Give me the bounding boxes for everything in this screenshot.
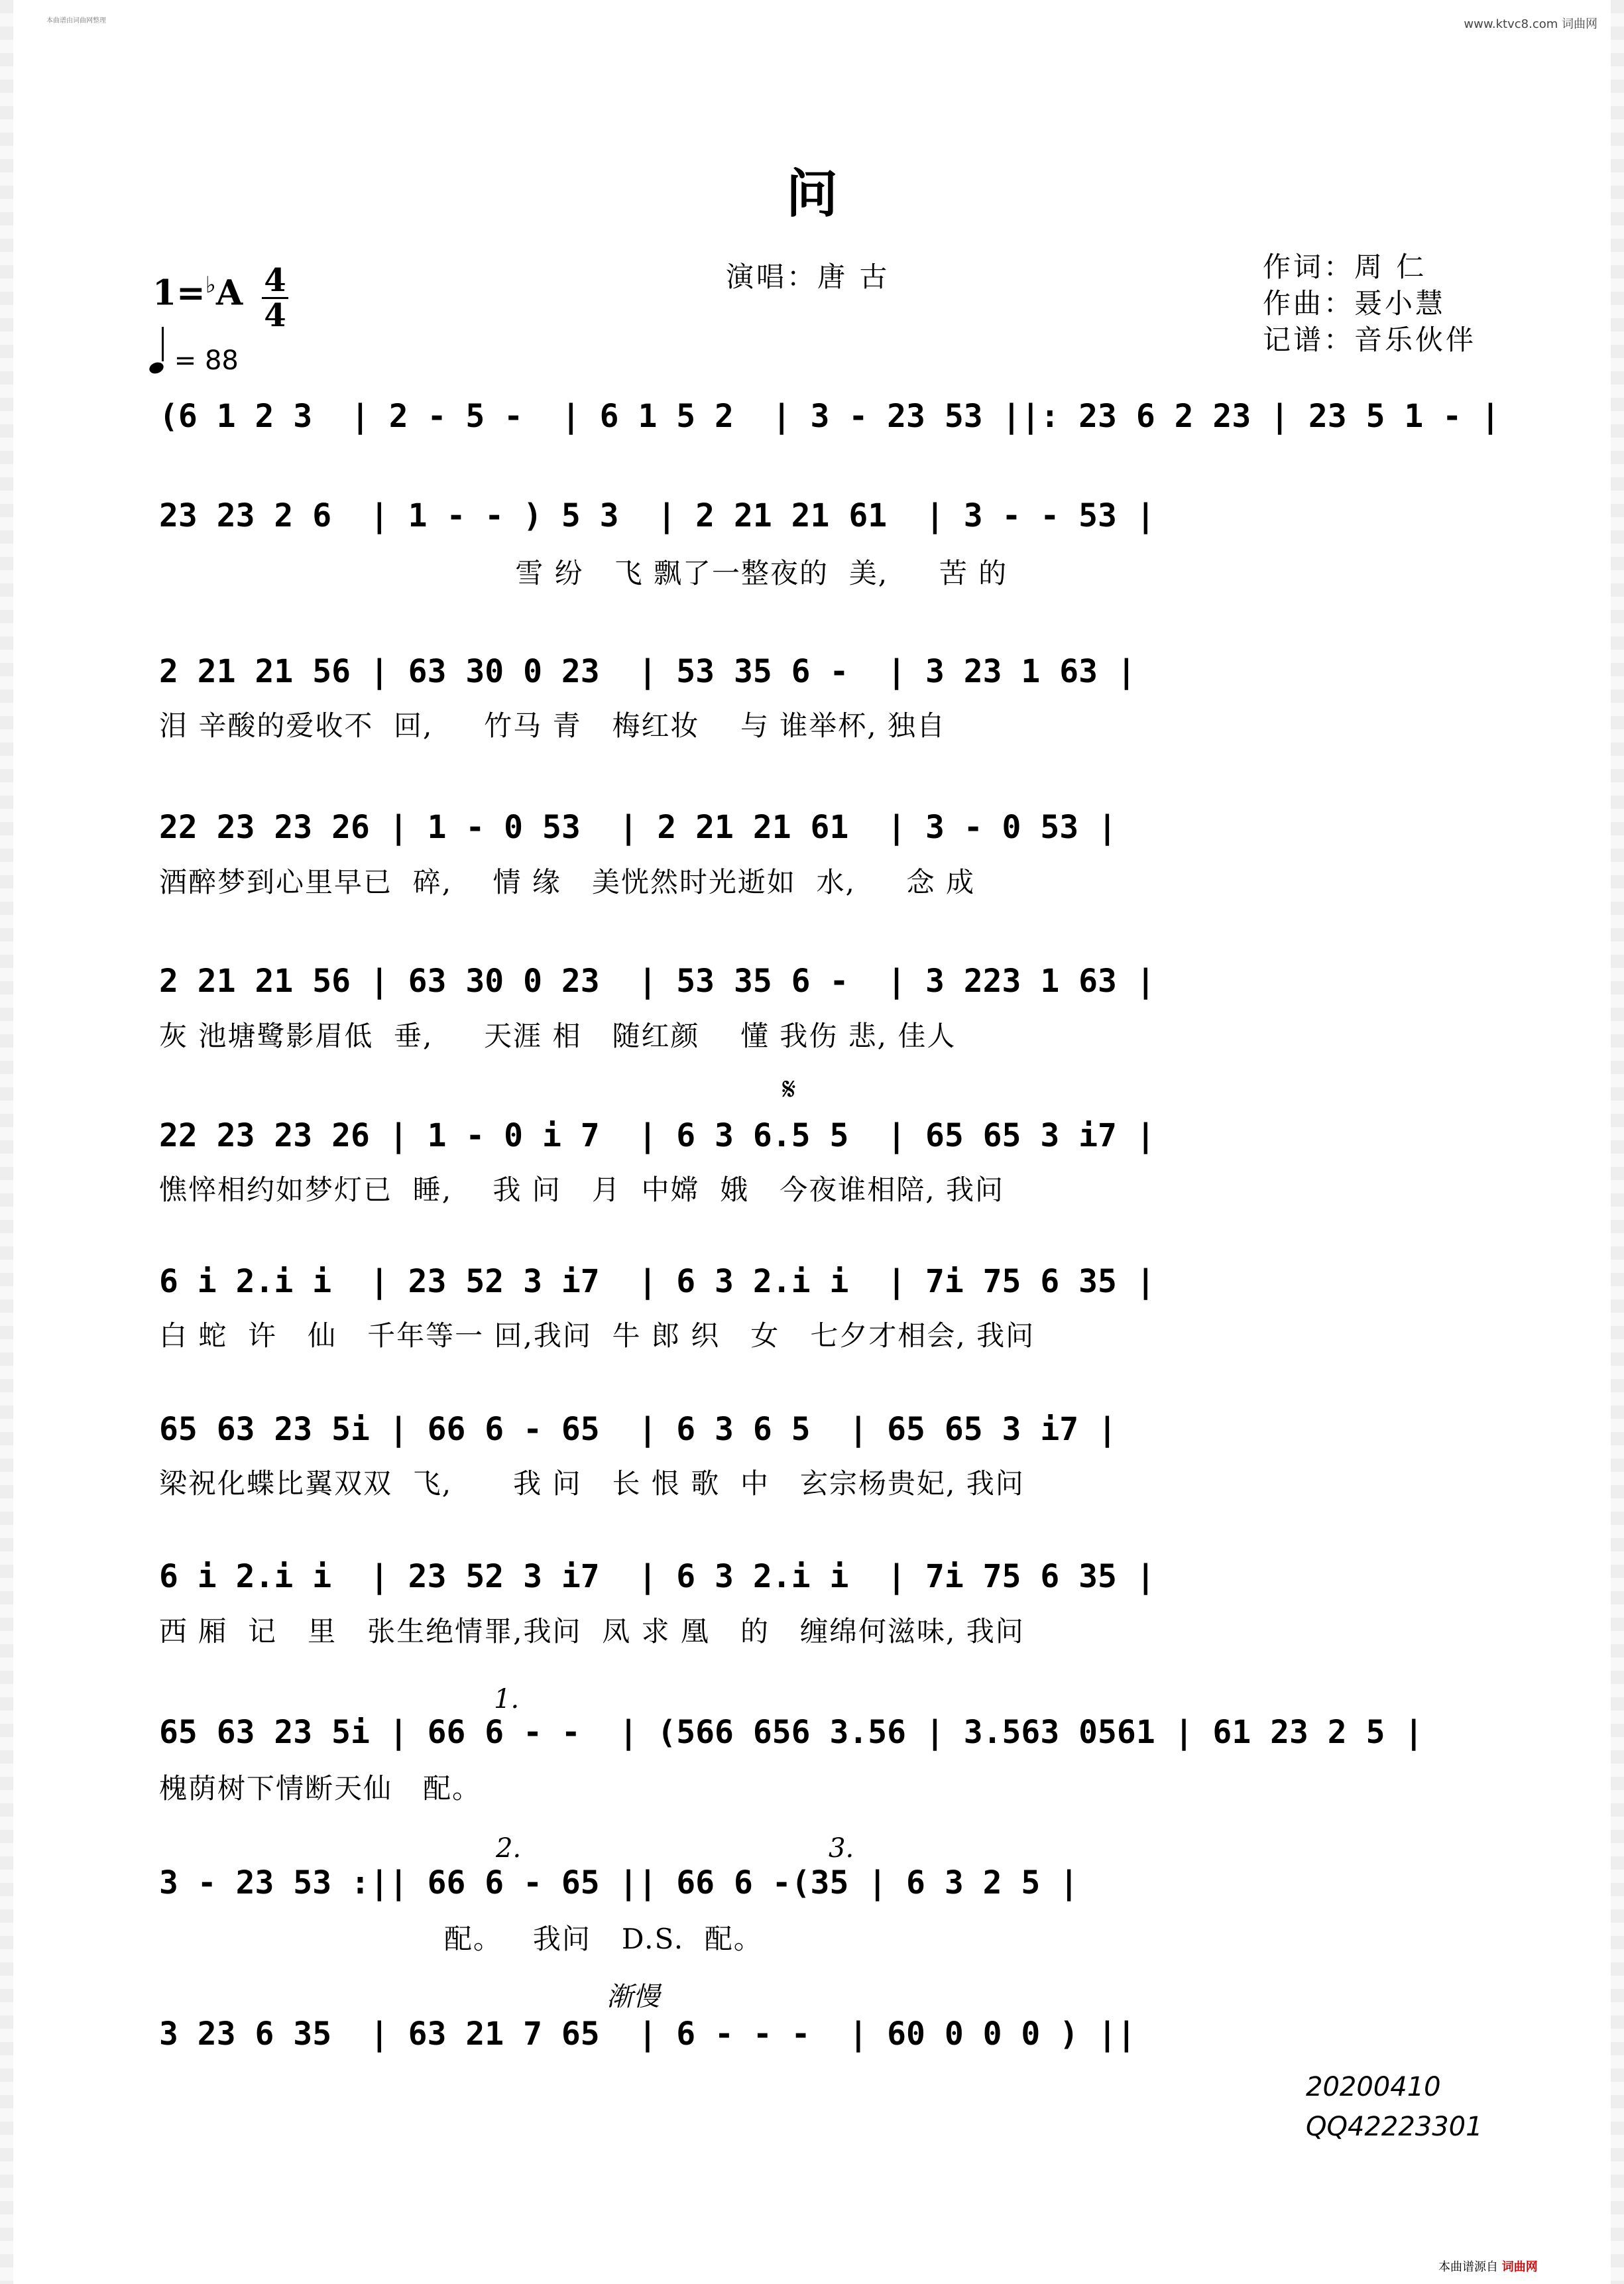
- tempo-marking: [149, 335, 239, 376]
- score-line-9-notes: 6 i 2.i i | 23 52 3 i7 | 6 3 2.i i | 7i 75 6 35 |: [159, 1558, 1155, 1595]
- segno-icon: 𝄋: [782, 1071, 796, 1108]
- volta-2-label: 2.: [496, 1833, 522, 1864]
- score-line-8-notes: 65 63 23 5i | 66 6 - 65 | 6 3 6 5 | 65 65 3 i7 |: [159, 1411, 1117, 1448]
- song-title: 问: [785, 164, 838, 224]
- score-line-3-lyrics: 泪 辛酸的爱收不 回, 竹马 青 梅红妆 与 谁举杯, 独自: [159, 709, 947, 742]
- tempo-value: = 88: [174, 345, 239, 376]
- key-prefix: 1=: [152, 272, 205, 314]
- score-line-2-lyrics: 雪 纷 飞 飘了一整夜的 美, 苦 的: [159, 557, 1008, 589]
- ritardando-label: 渐慢: [607, 1982, 660, 2012]
- score-line-11-notes: 3 - 23 53 :|| 66 6 - 65 || 66 6 -(35 | 6 3 2 5 |: [159, 1864, 1079, 1901]
- footer-brand-link[interactable]: 词曲网: [1501, 2260, 1538, 2274]
- score-line-5-lyrics: 灰 池塘鹭影眉低 垂, 天涯 相 随红颜 懂 我伤 悲, 佳人: [159, 1020, 957, 1052]
- right-edge-strip: [1611, 0, 1624, 2284]
- score-line-6-notes: 22 23 23 26 | 1 - 0 i 7 | 6 3 6.5 5 | 65 65 3 i7 |: [159, 1117, 1155, 1154]
- qq-number: QQ42223301: [1306, 2112, 1483, 2142]
- lyricist-credit: 作词：周 仁: [1263, 251, 1427, 283]
- quarter-note-icon: [148, 361, 165, 376]
- singer-credit: 演唱：唐 古: [726, 261, 890, 293]
- footer-source: [1438, 2257, 1538, 2275]
- time-top: 4: [264, 262, 286, 299]
- note-stem: [162, 327, 164, 361]
- flat-symbol: ♭: [205, 272, 216, 298]
- site-url[interactable]: www.ktvc8.com 词曲网: [1464, 17, 1597, 31]
- score-line-10-notes: 65 63 23 5i | 66 6 - - | (566 656 3.56 | 3.563 0561 | 61 23 2 5 |: [159, 1714, 1424, 1751]
- score-line-12-notes: 3 23 6 35 | 63 21 7 65 | 6 - - - | 60 0 0 0 ) ||: [159, 2015, 1136, 2053]
- score-line-4-notes: 22 23 23 26 | 1 - 0 53 | 2 21 21 61 | 3 - 0 53 |: [159, 809, 1117, 846]
- score-line-8-lyrics: 梁祝化蝶比翼双双 飞, 我 问 长 恨 歌 中 玄宗杨贵妃, 我问: [159, 1467, 1025, 1500]
- transcriber-credit: 记谱：音乐伙伴: [1263, 324, 1477, 356]
- score-line-4-lyrics: 酒醉梦到心里早已 碎, 情 缘 美恍然时光逝如 水, 念 成: [159, 866, 976, 898]
- volta-1-label: 1.: [494, 1684, 520, 1714]
- header-tiny-text: 本曲谱由词曲网整理: [46, 17, 106, 25]
- score-line-1-notes: (6 1 2 3 | 2 - 5 - | 6 1 5 2 | 3 - 23 53 ||: 23 6 2 23 | 23 5 1 - |: [159, 398, 1500, 435]
- key-note: A: [215, 272, 243, 314]
- volta-3-label: 3.: [829, 1833, 854, 1864]
- left-edge-strip: [0, 0, 13, 2284]
- time-signature: [262, 262, 288, 334]
- composer-credit: 作曲：聂小慧: [1263, 287, 1446, 320]
- score-line-9-lyrics: 西 厢 记 里 张生绝情罪,我问 凤 求 凰 的 缠绵何滋味, 我问: [159, 1615, 1025, 1648]
- score-line-5-notes: 2 21 21 56 | 63 30 0 23 | 53 35 6 - | 3 223 1 63 |: [159, 963, 1155, 1000]
- score-line-3-notes: 2 21 21 56 | 63 30 0 23 | 53 35 6 - | 3 23 1 63 |: [159, 653, 1136, 690]
- score-line-6-lyrics: 憔悴相约如梦灯已 睡, 我 问 月 中嫦 娥 今夜谁相陪, 我问: [159, 1173, 1005, 1206]
- score-line-7-lyrics: 白 蛇 许 仙 千年等一 回,我问 牛 郎 织 女 七夕才相会, 我问: [159, 1319, 1035, 1352]
- key-signature: [152, 272, 243, 313]
- footer-source-text: 本曲谱源自: [1438, 2260, 1498, 2274]
- time-bottom: 4: [264, 297, 286, 334]
- score-line-10-lyrics: 槐荫树下情断天仙 配。: [159, 1772, 482, 1805]
- score-line-11-lyrics: 配。 我问 D.S. 配。: [159, 1923, 763, 1955]
- score-line-2-notes: 23 23 2 6 | 1 - - ) 5 3 | 2 21 21 61 | 3 - - 53 |: [159, 497, 1155, 534]
- score-line-7-notes: 6 i 2.i i | 23 52 3 i7 | 6 3 2.i i | 7i 75 6 35 |: [159, 1263, 1155, 1300]
- transcription-date: 20200410: [1306, 2072, 1441, 2102]
